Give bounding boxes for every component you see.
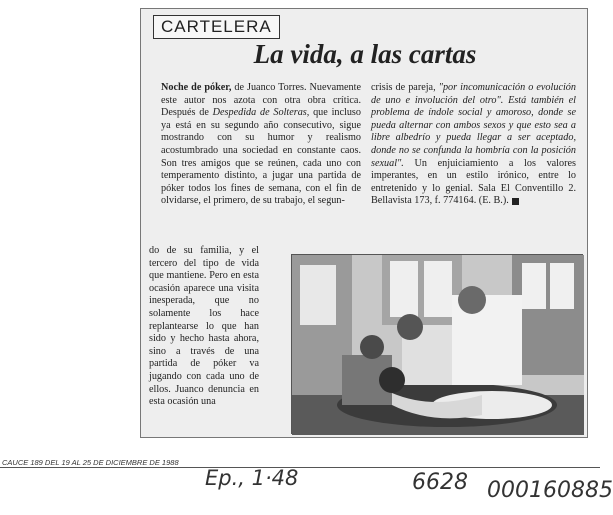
handwritten-date: Ep., 1·48 — [205, 466, 299, 490]
article-text-3a: crisis de pareja, — [371, 82, 439, 93]
article-column-left — [161, 82, 361, 208]
article-column-left-narrow — [149, 245, 259, 409]
article-text-1b: que incluso ya está en su segundo año consecutivo, sigue mostrando con su humor y realismo acostumbrado una sociedad en constante caos. Son tres amigos que se reúnen, cada uno con temperamento distinto, a jugar una partida de póker todos los fines de semana, con el fin de olvidarse, el primero, de su trabajo, el segun- — [161, 107, 361, 207]
article-text-1a: de Juanco Torres. Nuevamente este autor nos azota con otra obra crítica. Después de — [161, 82, 361, 119]
article-column-right — [371, 82, 576, 208]
publication-footer: CAUCE 189 DEL 19 AL 25 DE DICIEMBRE DE 1988 — [2, 458, 179, 467]
section-label: CARTELERA — [153, 15, 280, 39]
article-text-3b: Un enjuiciamiento a los valores imperantes, en un estilo irónico, entre lo entretenido y lo genial. Sala El Conventillo 2. Bellavista 173, f. 774164. (E. B.). — [371, 157, 576, 207]
article-headline: La vida, a las cartas — [253, 39, 477, 69]
handwritten-catalog-number: 000160885 — [487, 478, 613, 503]
referenced-play-title: Despedida de Solteras, — [212, 107, 310, 119]
footer-rule — [0, 467, 600, 468]
end-mark-icon — [512, 198, 519, 205]
article-text-2: do de su familia, y el tercero del tipo de vida que mantiene. Pero en esta ocasión aparece una visita inesperada, que no solamente los hace replantearse lo que han sido y hecho hasta ahora, sino a través de una partida de póker va jugando con cada uno de ellos. Juanco denuncia en esta ocasión una — [149, 245, 259, 408]
play-title: Noche de póker, — [161, 82, 232, 93]
play-photo — [291, 254, 583, 434]
handwritten-number: 6628 — [412, 470, 468, 495]
actors-photo-illustration — [292, 255, 584, 435]
article-quote: "por incomunicación o evolución de uno e involución del otro". Está también el problema de índole social y amoroso, donde se pueda alternar con ambos sexos y que esto sea a libre albedrío y pueda llegar a ser aceptado, donde no se confunda la hombría con la posición sexual". — [371, 82, 576, 169]
newspaper-clipping — [140, 8, 588, 438]
